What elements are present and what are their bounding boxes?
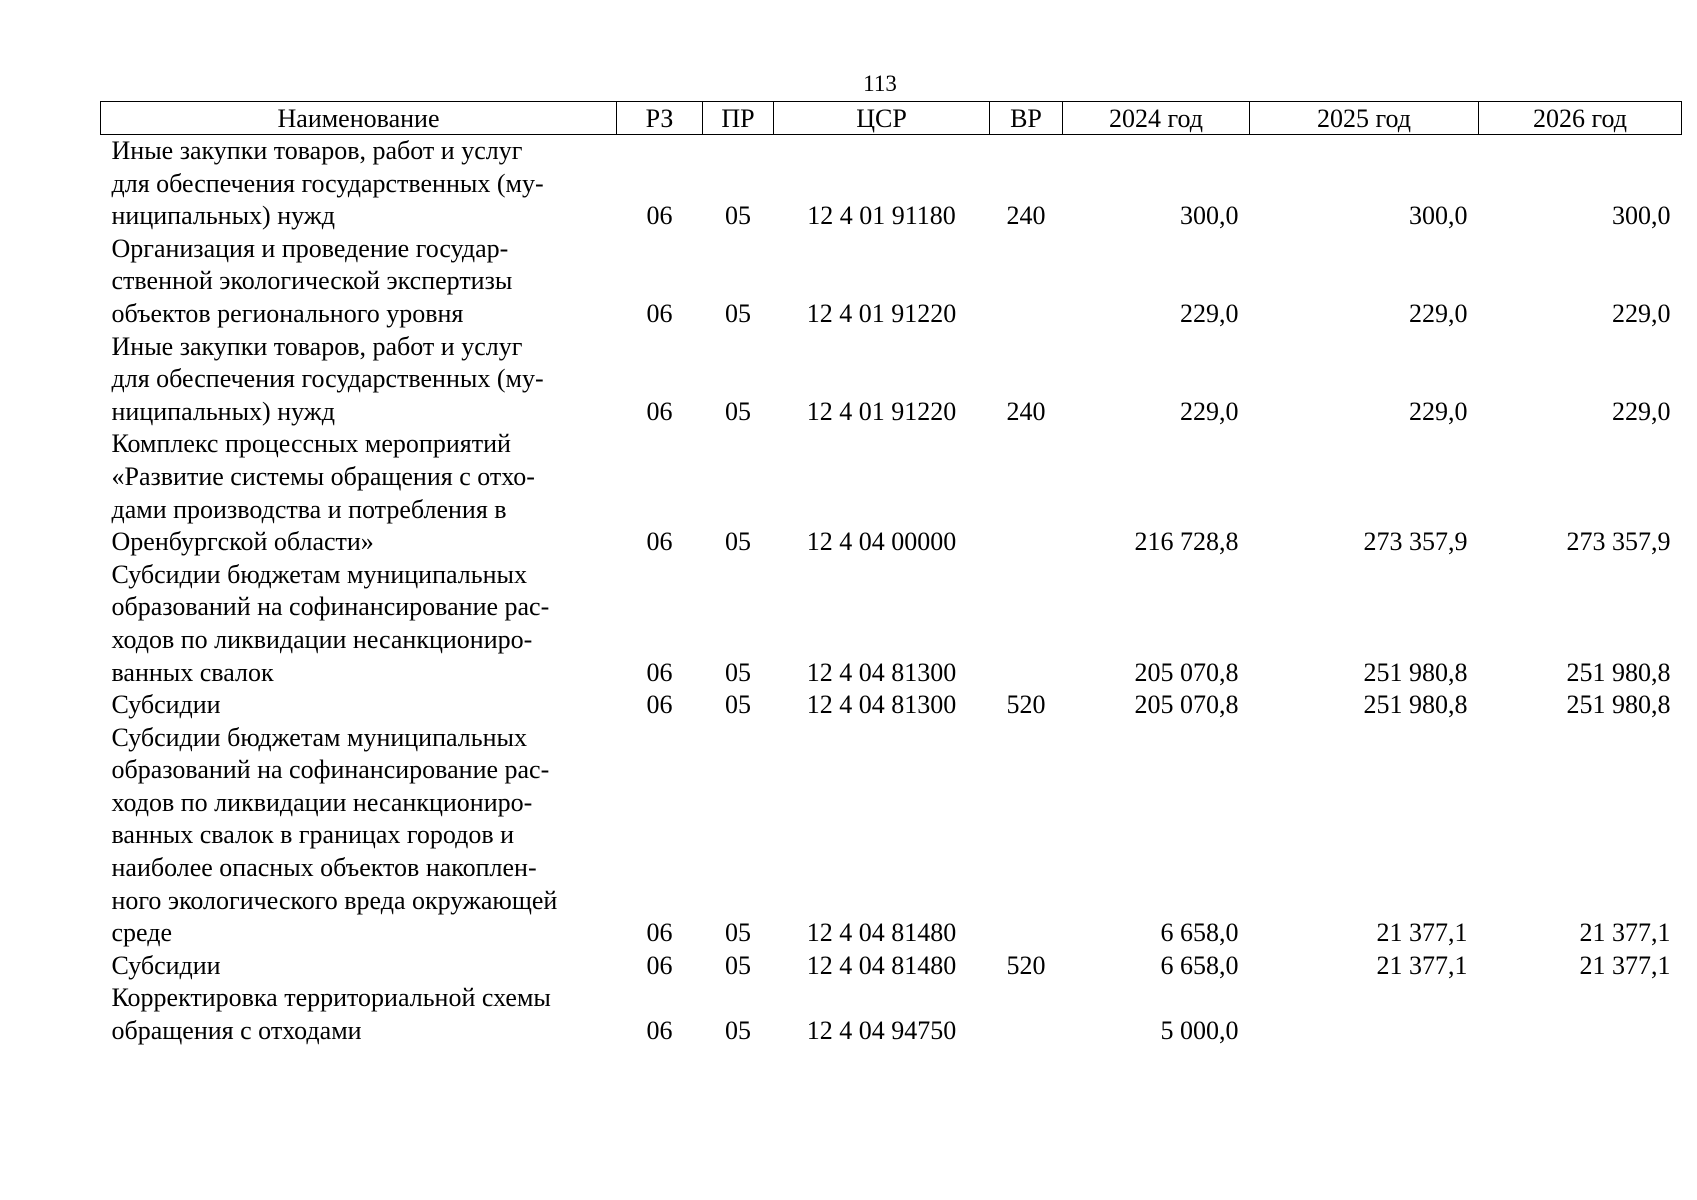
cell-pr: 05 — [725, 396, 751, 426]
cell-rz: 06 — [646, 527, 673, 557]
cell-y2024: 6 658,0 — [1160, 918, 1239, 948]
cell-name — [101, 950, 617, 983]
name-line: ванных свалок в границах городов и — [111, 820, 515, 850]
cell-pr: 05 — [725, 918, 751, 948]
cell-csr: 12 4 04 81480 — [806, 918, 957, 948]
name-line: Субсидии бюджетам муниципальных — [111, 559, 527, 589]
cell-pr: 05 — [725, 298, 751, 328]
cell-y2025: 273 357,9 — [1363, 527, 1468, 557]
name-line: объектов регионального уровня — [111, 298, 464, 328]
cell-y2025: 21 377,1 — [1376, 918, 1468, 948]
cell-pr: 05 — [725, 527, 751, 557]
cell-vr — [990, 722, 1063, 950]
table-row — [101, 135, 1682, 233]
cell-vr — [990, 233, 1063, 331]
name-line: ниципальных) нужд — [111, 396, 335, 426]
cell-name — [101, 428, 617, 558]
header-pr: ПР — [703, 102, 774, 135]
cell-y2025: 251 980,8 — [1363, 657, 1468, 687]
name-line: Корректировка территориальной схемы — [111, 983, 551, 1013]
table-body — [101, 135, 1682, 1048]
name-line: ванных свалок — [111, 657, 274, 687]
name-line: для обеспечения государственных (му- — [111, 364, 544, 394]
name-line: Комплекс процессных мероприятий — [111, 429, 511, 459]
table-row — [101, 950, 1682, 983]
budget-table — [100, 101, 1682, 1048]
cell-csr: 12 4 01 91180 — [807, 201, 956, 231]
cell-name — [101, 331, 617, 429]
cell-pr: 05 — [725, 657, 751, 687]
cell-name — [101, 982, 617, 1047]
cell-y2025: 229,0 — [1409, 298, 1468, 328]
name-line: «Развитие системы обращения с отхо- — [111, 461, 535, 491]
cell-y2026: 273 357,9 — [1566, 527, 1671, 557]
name-line: дами производства и потребления в — [111, 494, 507, 524]
name-line: обращения с отходами — [111, 1016, 362, 1046]
cell-y2025 — [1250, 982, 1479, 1047]
cell-csr: 12 4 01 91220 — [806, 298, 957, 328]
cell-csr: 12 4 04 81300 — [806, 690, 957, 720]
table-row — [101, 982, 1682, 1047]
name-line: ственной экологической экспертизы — [111, 266, 513, 296]
cell-y2026: 229,0 — [1612, 298, 1671, 328]
name-line: Субсидии бюджетам муниципальных — [111, 722, 527, 752]
cell-rz: 06 — [646, 690, 673, 720]
name-line: Оренбургской области» — [111, 527, 374, 557]
cell-vr: 240 — [1006, 396, 1046, 426]
cell-rz: 06 — [646, 1016, 673, 1046]
name-line: среде — [111, 918, 173, 948]
cell-y2024: 216 728,8 — [1134, 527, 1239, 557]
cell-name — [101, 689, 617, 722]
cell-csr: 12 4 04 81480 — [806, 950, 957, 980]
name-line: Субсидии — [111, 950, 221, 980]
table-row — [101, 559, 1682, 689]
cell-y2024: 229,0 — [1180, 396, 1239, 426]
header-2024: 2024 год — [1063, 102, 1250, 135]
table-header-row — [101, 102, 1682, 135]
header-2026: 2026 год — [1479, 102, 1682, 135]
cell-y2026: 21 377,1 — [1579, 918, 1671, 948]
cell-vr: 520 — [1006, 950, 1046, 980]
cell-vr: 520 — [1006, 690, 1046, 720]
header-vr: ВР — [990, 102, 1063, 135]
table-row — [101, 331, 1682, 429]
header-name: Наименование — [101, 102, 617, 135]
table-row — [101, 233, 1682, 331]
cell-pr: 05 — [725, 201, 751, 231]
cell-vr: 240 — [1006, 201, 1046, 231]
name-line: наиболее опасных объектов накоплен- — [111, 853, 537, 883]
name-line: ниципальных) нужд — [111, 201, 335, 231]
name-line: для обеспечения государственных (му- — [111, 168, 544, 198]
page-number: 113 — [863, 71, 897, 96]
name-line: образований на софинансирование рас- — [111, 755, 550, 785]
cell-vr — [990, 428, 1063, 558]
name-line: Иные закупки товаров, работ и услуг — [111, 136, 523, 165]
name-line: ходов по ликвидации несанкциониро- — [111, 624, 533, 654]
cell-y2024: 205 070,8 — [1134, 657, 1239, 687]
header-2025: 2025 год — [1250, 102, 1479, 135]
cell-rz: 06 — [646, 396, 673, 426]
cell-csr: 12 4 01 91220 — [806, 396, 957, 426]
header-csr: ЦСР — [774, 102, 990, 135]
name-line: Субсидии — [111, 690, 221, 720]
cell-pr: 05 — [725, 690, 751, 720]
table-row — [101, 428, 1682, 558]
cell-name — [101, 233, 617, 331]
cell-y2026: 300,0 — [1612, 201, 1671, 231]
name-line: образований на софинансирование рас- — [111, 592, 550, 622]
cell-vr — [990, 982, 1063, 1047]
cell-y2025: 229,0 — [1409, 396, 1468, 426]
cell-y2024: 6 658,0 — [1160, 950, 1239, 980]
name-line: Организация и проведение государ- — [111, 233, 509, 263]
cell-csr: 12 4 04 94750 — [806, 1016, 957, 1046]
cell-rz: 06 — [646, 201, 673, 231]
cell-y2024: 5 000,0 — [1160, 1016, 1239, 1046]
header-rz: РЗ — [617, 102, 703, 135]
cell-y2024: 300,0 — [1180, 201, 1239, 231]
table-row — [101, 722, 1682, 950]
cell-y2025: 300,0 — [1409, 201, 1468, 231]
name-line: ходов по ликвидации несанкциониро- — [111, 787, 533, 817]
name-line: ного экологического вреда окружающей — [111, 885, 558, 915]
cell-rz: 06 — [646, 918, 673, 948]
cell-y2024: 205 070,8 — [1134, 690, 1239, 720]
name-line: Иные закупки товаров, работ и услуг — [111, 331, 523, 361]
cell-y2026 — [1479, 982, 1682, 1047]
cell-y2024: 229,0 — [1180, 298, 1239, 328]
cell-csr: 12 4 04 00000 — [806, 527, 957, 557]
cell-y2026: 251 980,8 — [1566, 657, 1671, 687]
cell-pr: 05 — [725, 950, 751, 980]
cell-y2025: 251 980,8 — [1363, 690, 1468, 720]
cell-name — [101, 559, 617, 689]
cell-y2026: 229,0 — [1612, 396, 1671, 426]
cell-name — [101, 722, 617, 950]
cell-pr: 05 — [725, 1016, 751, 1046]
cell-y2026: 21 377,1 — [1579, 950, 1671, 980]
table-row — [101, 689, 1682, 722]
cell-vr — [990, 559, 1063, 689]
cell-csr: 12 4 04 81300 — [806, 657, 957, 687]
cell-y2025: 21 377,1 — [1376, 950, 1468, 980]
cell-rz: 06 — [646, 298, 673, 328]
cell-rz: 06 — [646, 657, 673, 687]
cell-name — [101, 135, 617, 233]
cell-y2026: 251 980,8 — [1566, 690, 1671, 720]
cell-rz: 06 — [646, 950, 673, 980]
